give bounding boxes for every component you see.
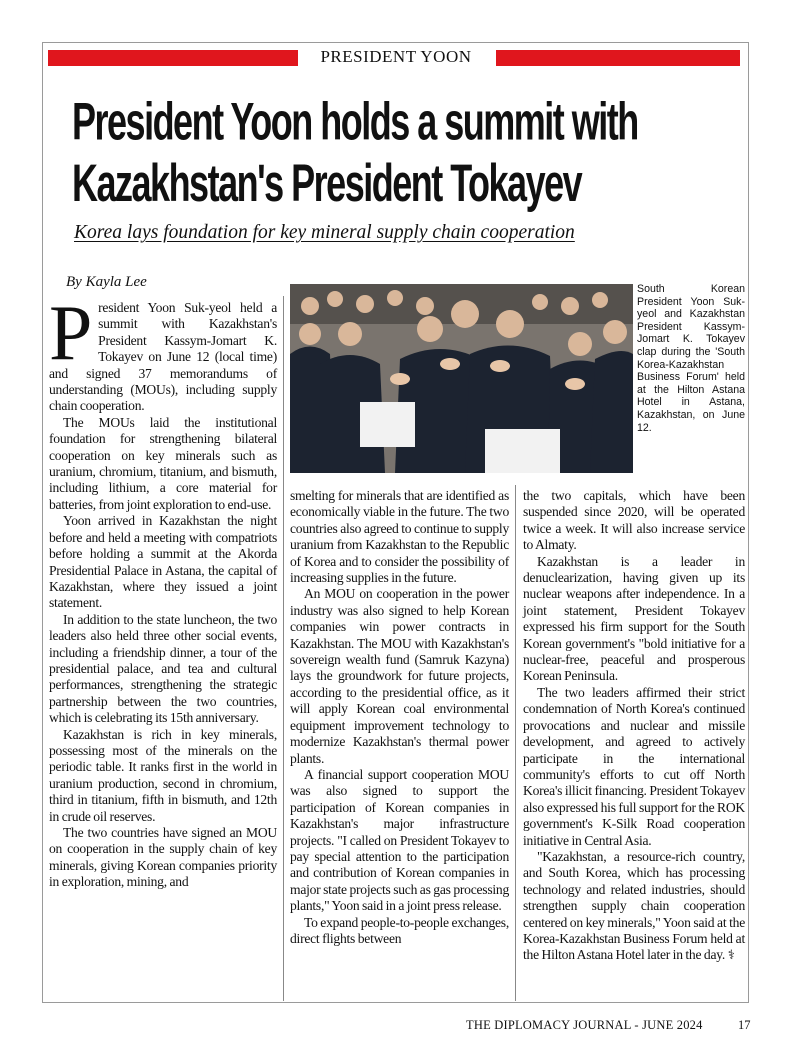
section-bar-left (48, 50, 298, 66)
paragraph: In addition to the state luncheon, the two leaders also held three other social events, including a friendship dinner, a tour of the presidential palace, and tea and cultural performances, strengthening the strategic partnership between the two countries, which is celebrating its 15th anniversary. (49, 611, 277, 726)
end-mark-icon: ⚕ (727, 947, 735, 963)
byline: By Kayla Lee (66, 274, 147, 290)
section-bar-right (496, 50, 740, 66)
paragraph: A financial support cooperation MOU was also signed to support the participation of Korean companies in Kazakhstan's major infrastructure projects. "I called on President Tokayev to pay special attention to the participation and contribution of Korean companies in major state projects such as gas processing plants," Yoon said in a joint press release. (290, 766, 509, 914)
article-column-2 (290, 488, 509, 947)
paragraph-text: "Kazakhstan, a resource-rich country, and South Korea, which has processing technology and related industries, should strengthen supply chain cooperation centered on key minerals," Yoon said at the Korea-Kazakhstan Business Forum held at the Hilton Astana Hotel later in the day. (523, 848, 745, 963)
footer-publication: THE DIPLOMACY JOURNAL - JUNE 2024 (466, 1018, 703, 1032)
paragraph: The two countries have signed an MOU on cooperation in the supply chain of key minerals, giving Korean companies priority in exploration, mining, and (49, 825, 277, 890)
paragraph (523, 849, 745, 964)
paragraph: The two leaders affirmed their strict condemnation of North Korea's continued provocations and nuclear and missile development, and agreed to actively participate in the international community's efforts to cut off North Korea's illicit financing. President Tokayev also expressed his full support for the ROK government's K-Silk Road cooperation initiative in Central Asia. (523, 684, 745, 848)
paragraph-text: resident Yoon Suk-yeol held a summit with Kazakhstan's President Kassym-Jomart K. Tokayev on June 12 (local time) and signed 37 memorandums of understanding (MOUs), including supply chain cooperation. (49, 300, 277, 414)
article-column-3 (523, 488, 745, 964)
drop-cap: P (49, 289, 93, 376)
paragraph: Kazakhstan is rich in key minerals, possessing most of the minerals on the periodic table. It ranks first in the world in uranium production, second in chromium, third in titanium, fifth in bismuth, and 12th in crude oil reserves. (49, 726, 277, 824)
page-number: 17 (738, 1018, 751, 1032)
paragraph: smelting for minerals that are identified as economically viable in the future. The two countries also agreed to continue to supply uranium from Kazakhstan to the Republic of Korea and to consider the possibility of increasing supplies in the future. (290, 488, 509, 586)
paragraph: Kazakhstan is a leader in denuclearization, having given up its nuclear weapons after independence. In a joint statement, President Tokayev expressed his firm support for the South Korean government's "bold initiative for a nuclear-free, peaceful and prosperous Korean Peninsula. (523, 553, 745, 684)
subtitle: Korea lays foundation for key mineral supply chain cooperation (74, 222, 575, 243)
paragraph: Yoon arrived in Kazakhstan the night before and held a meeting with compatriots before holding a summit at the Akorda Presidential Palace in Astana, the capital of Kazakhstan, where they issued a joint statement. (49, 513, 277, 611)
article-photo (290, 284, 633, 473)
article-column-1 (49, 289, 277, 891)
paragraph: To expand people-to-people exchanges, direct flights between (290, 914, 509, 946)
paragraph: the two capitals, which have been suspended since 2020, will be operated twice a week. It will also increase service to Almaty. (523, 488, 745, 553)
paragraph: An MOU on cooperation in the power industry was also signed to help Korean companies win power contracts in Kazakhstan. The MOU with Kazakhstan's sovereign wealth fund (Samruk Kazyna) lays the groundwork for future projects, according to the presidential office, as it will apply Korean coal environmental equipment improvement technology to modernize Kazakhstan's thermal power plants. (290, 586, 509, 766)
section-label: PRESIDENT YOON (320, 47, 472, 66)
column-divider (515, 485, 516, 1001)
headline: President Yoon holds a summit with Kazakhstan's President Tokayev (72, 93, 638, 213)
paragraph: The MOUs laid the institutional foundation for strengthening bilateral cooperation on key minerals such as uranium, chromium, titanium, and bismuth, including lithium, a core material for batteries, from joint exploration to end-use. (49, 414, 277, 512)
column-divider (283, 296, 284, 1001)
lead-paragraph (49, 289, 277, 415)
photo-leaders-clapping (290, 284, 633, 473)
photo-caption: South Korean President Yoon Suk-yeol and Kazakhstan President Kassym-Jomart K. Tokayev clap during the 'South Korea-Kazakhstan Business Forum' held at the Hilton Astana Hotel in Astana, Kazakhstan, on June 12. (637, 283, 745, 434)
